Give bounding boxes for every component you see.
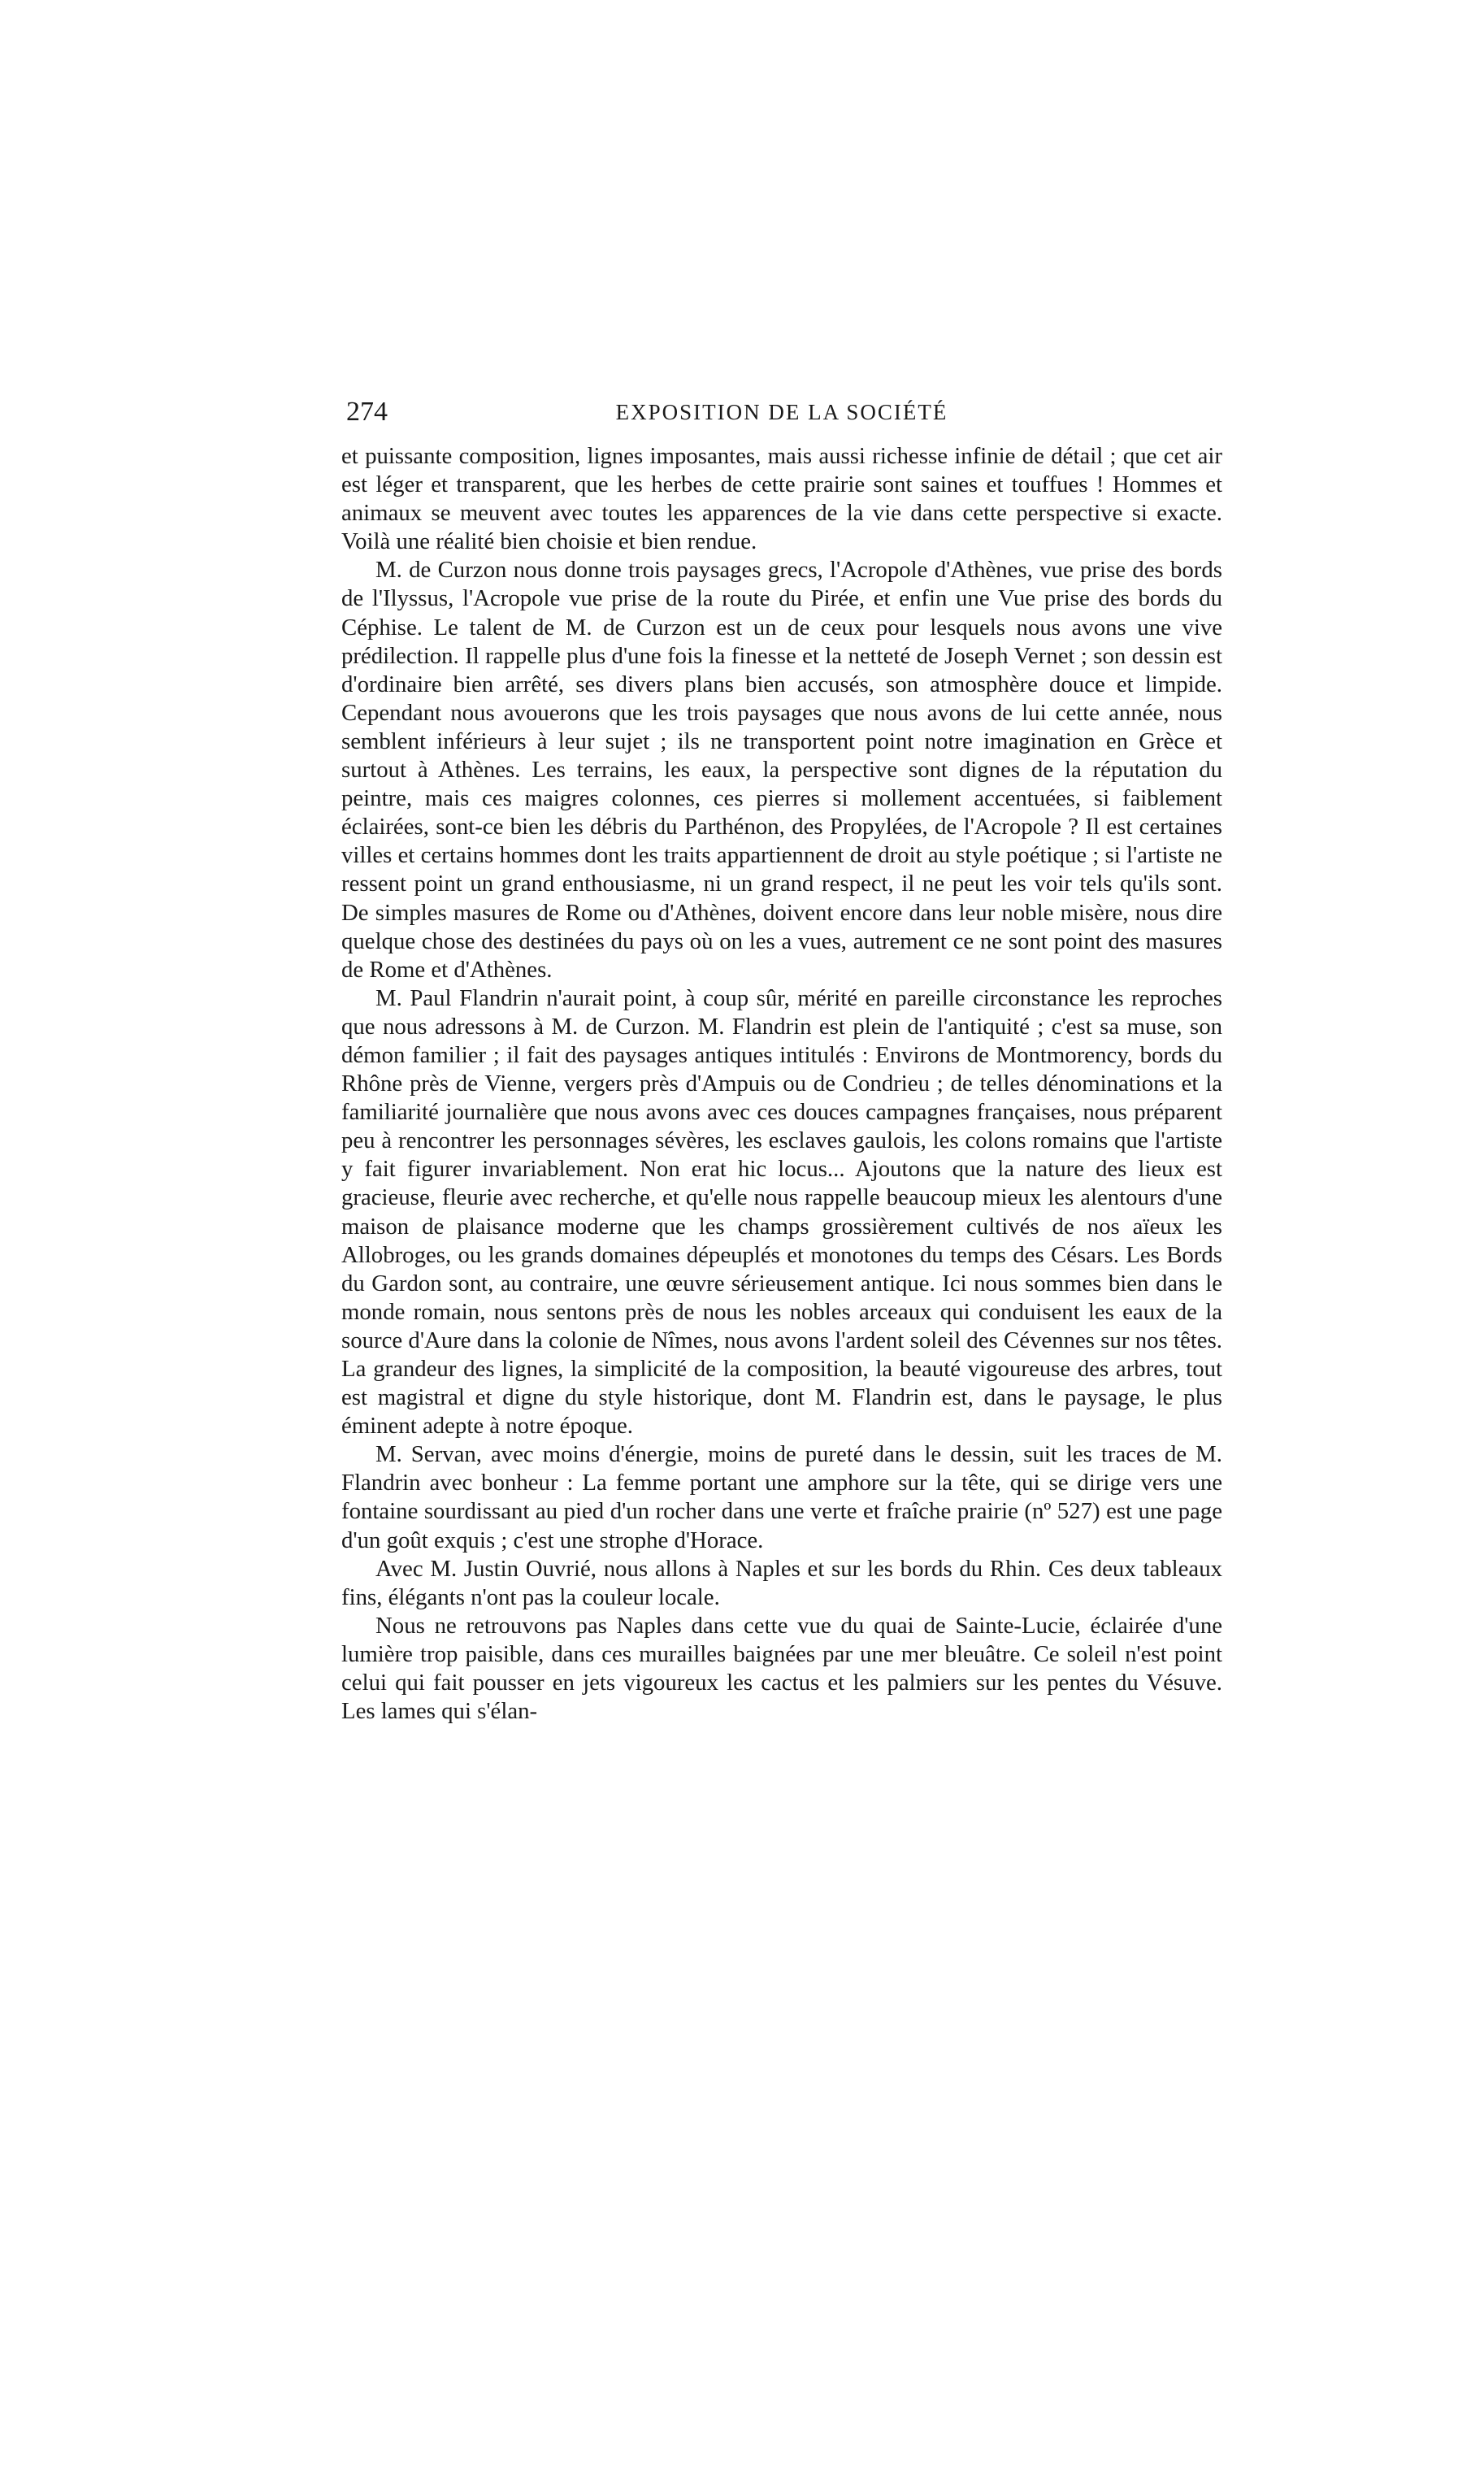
paragraph-curzon: M. de Curzon nous donne trois paysages grecs, l'Acropole d'Athènes, vue prise des bords de l'Ilyssus, l'Acropole vue prise de la route du Pirée, et enfin une Vue prise des bords du Céphise. Le talent de M. de Curzon est un de ceux pour lesquels nous avons une vive prédilection. Il rappelle plus d'une fois la finesse et la netteté de Joseph Vernet ; son dessin est d'ordinaire bien arrêté, ses divers plans bien accusés, son atmosphère douce et limpide. Cependant nous avouerons que les trois paysages que nous avons de lui cette année, nous semblent inférieurs à leur sujet ; ils ne transportent point notre imagination en Grèce et surtout à Athènes. Les terrains, les eaux, la perspective sont dignes de la réputation du peintre, mais ces maigres colonnes, ces pierres si mollement accentuées, si faiblement éclairées, sont-ce bien les débris du Parthénon, des Propylées, de l'Acropole ? Il est certaines villes et certains hommes dont les traits appartiennent de droit au style poétique ; si l'artiste ne ressent point un grand enthousiasme, ni un grand respect, il ne peut les voir tels qu'ils sont. De simples masures de Rome ou d'Athènes, doivent encore dans leur noble misère, nous dire quelque chose des destinées du pays où on les a vues, autrement ce ne sont point des masures de Rome et d'Athènes. bbox=[341, 557, 1222, 983]
paragraph-flandrin: M. Paul Flandrin n'aurait point, à coup sûr, mérité en pareille circonstance les reproches que nous adressons à M. de Curzon. M. Flandrin est plein de l'antiquité ; c'est sa muse, son démon familier ; il fait des paysages antiques intitulés : Environs de Montmorency, bords du Rhône près de Vienne, vergers près d'Ampuis ou de Condrieu ; de telles dénominations et la familiarité journalière que nous avons avec ces douces campagnes françaises, nous préparent peu à rencontrer les personnages sévères, les esclaves gaulois, les colons romains que l'artiste y fait figurer invariablement. Non erat hic locus... Ajoutons que la nature des lieux est gracieuse, fleurie avec recherche, et qu'elle nous rappelle beaucoup mieux les alentours d'une maison de plaisance moderne que les champs grossièrement cultivés de nos aïeux les Allobroges, ou les grands domaines dépeuplés et monotones du temps des Césars. Les Bords du Gardon sont, au contraire, une œuvre sérieusement antique. Ici nous sommes bien dans le monde romain, nous sentons près de nous les nobles arceaux qui conduisent les eaux de la source d'Aure dans la colonie de Nîmes, nous avons l'ardent soleil des Cévennes sur nos têtes. La grandeur des lignes, la simplicité de la composition, la beauté vigoureuse des arbres, tout est magistral et digne du style historique, dont M. Flandrin est, dans le paysage, le plus éminent adepte à notre époque. bbox=[341, 984, 1222, 1440]
document-page bbox=[341, 397, 1222, 1726]
paragraph-ouvrie: Avec M. Justin Ouvrié, nous allons à Naples et sur les bords du Rhin. Ces deux tableaux fins, élégants n'ont pas la couleur locale. bbox=[341, 1555, 1222, 1610]
running-title: EXPOSITION DE LA SOCIÉTÉ bbox=[615, 400, 948, 424]
paragraph-servan: M. Servan, avec moins d'énergie, moins de pureté dans le dessin, suit les traces de M. Flandrin avec bonheur : La femme portant une amphore sur la tête, qui se dirige vers une fontaine sourdissant au pied d'un rocher dans une verte et fraîche prairie (nº 527) est une page d'un goût exquis ; c'est une strophe d'Horace. bbox=[341, 1441, 1222, 1553]
paragraph-naples: Nous ne retrouvons pas Naples dans cette vue du quai de Sainte-Lucie, éclairée d'une lumière trop paisible, dans ces murailles baignées par une mer bleuâtre. Ce soleil n'est point celui qui fait pousser en jets vigoureux les cactus et les palmiers sur les pentes du Vésuve. Les lames qui s'élan- bbox=[341, 1612, 1222, 1725]
running-header bbox=[341, 397, 1222, 442]
page-number: 274 bbox=[346, 397, 388, 427]
paragraph-continued: et puissante composition, lignes imposantes, mais aussi richesse infinie de détail ; que cet air est léger et transparent, que les herbes de cette prairie sont saines et touffues ! Hommes et animaux se meuvent avec toutes les apparences de la vie dans cette perspective si exacte. Voilà une réalité bien choisie et bien rendue. bbox=[341, 443, 1222, 555]
body-text bbox=[341, 442, 1222, 1726]
